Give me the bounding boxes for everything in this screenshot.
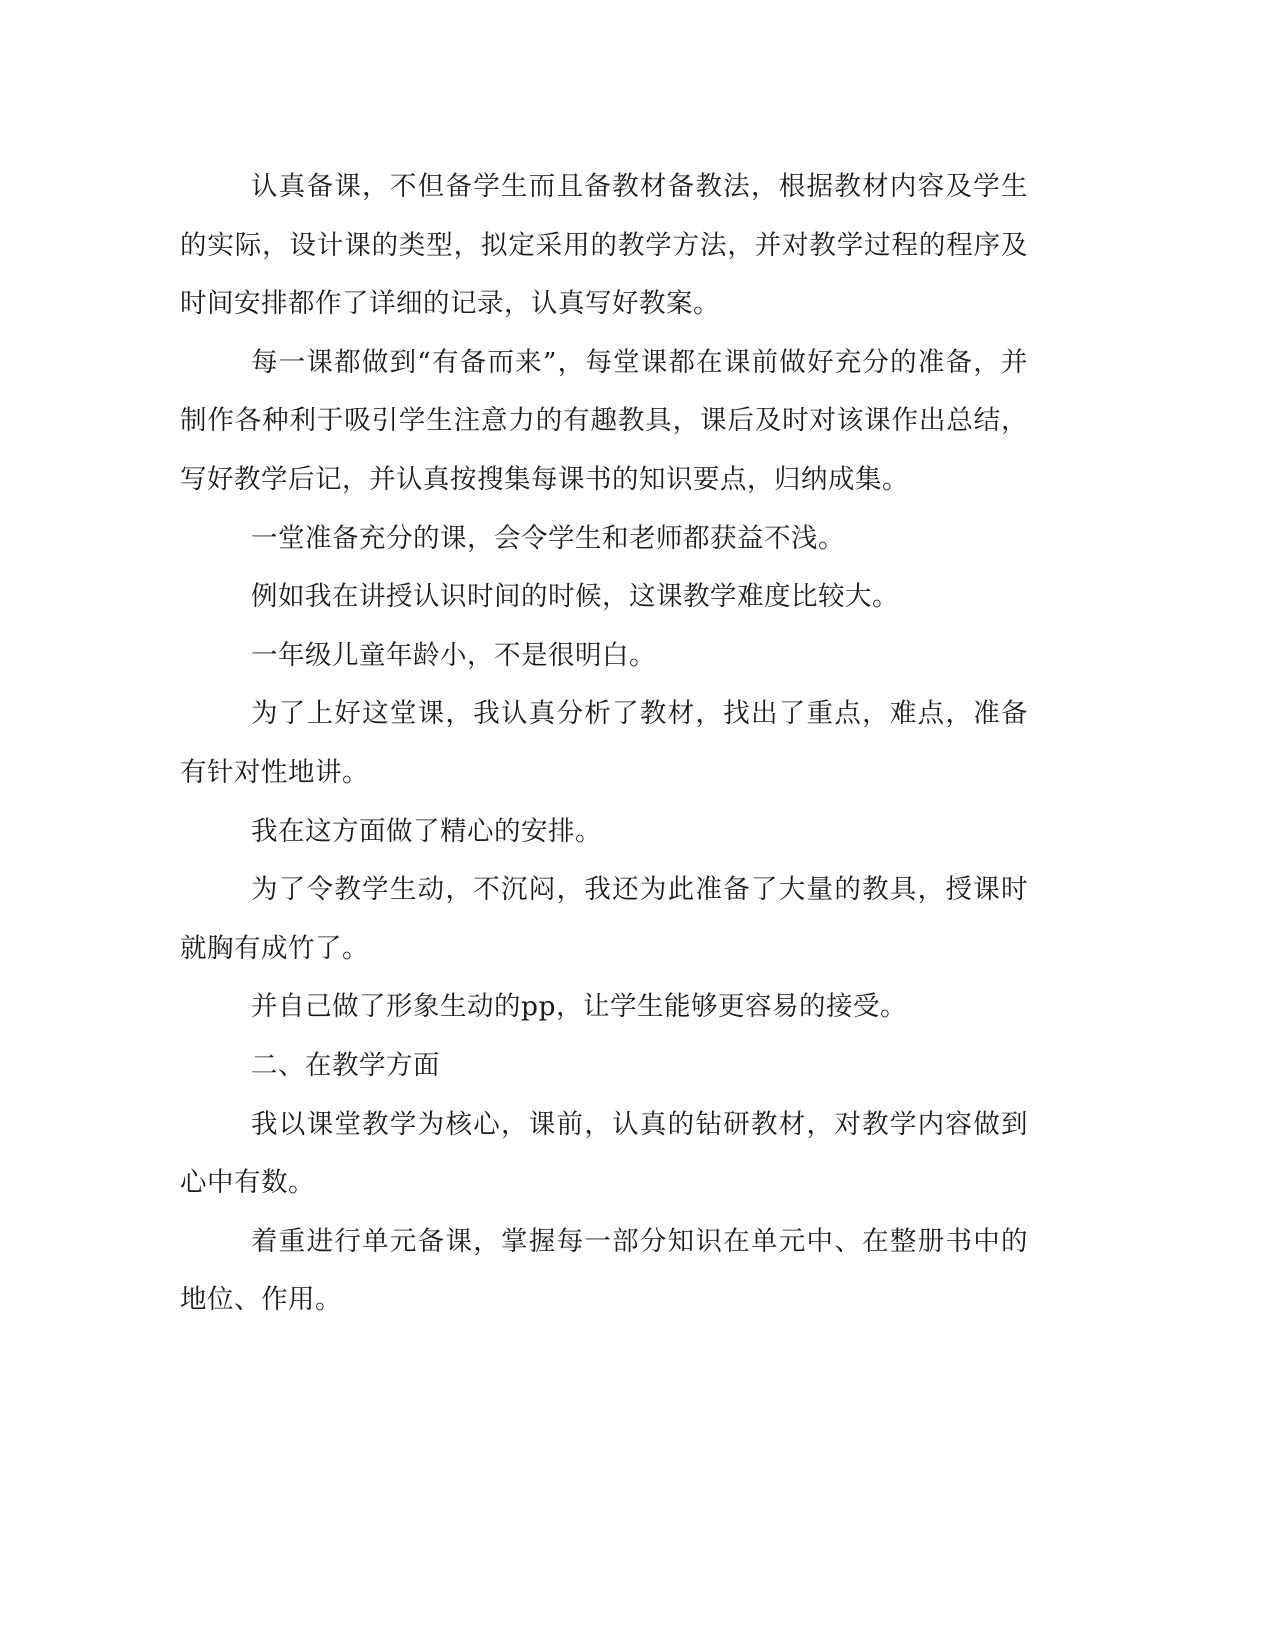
paragraph: 着重进行单元备课，掌握每一部分知识在单元中、在整册书中的地位、作用。 (180, 1225, 1028, 1316)
paragraph: 我在这方面做了精心的安排。 (251, 815, 603, 847)
paragraph: 为了令教学生动，不沉闷，我还为此准备了大量的教具，授课时就胸有成竹了。 (180, 874, 1028, 964)
paragraph: 为了上好这堂课，我认真分析了教材，找出了重点，难点，准备有针对性地讲。 (180, 698, 1028, 788)
paragraph: 例如我在讲授认识时间的时候，这课教学难度比较大。 (251, 581, 900, 613)
paragraph: 我以课堂教学为核心，课前，认真的钻研教材，对教学内容做到心中有数。 (180, 1108, 1028, 1199)
section-heading: 二、在教学方面 (251, 1049, 441, 1081)
document-body (180, 158, 1028, 1330)
paragraph: 一堂准备充分的课，会令学生和老师都获益不浅。 (251, 522, 846, 554)
paragraph: 一年级儿童年龄小，不是很明白。 (251, 639, 657, 671)
paragraph: 每一课都做到“有备而来”，每堂课都在课前做好充分的准备，并制作各种利于吸引学生注意力的有趣教具，课后及时对该课作出总结，写好教学后记，并认真按搜集每课书的知识要点，归纳成集。 (180, 346, 1028, 495)
paragraph: 并自己做了形象生动的pp，让学生能够更容易的接受。 (251, 991, 907, 1023)
paragraph: 认真备课，不但备学生而且备教材备教法，根据教材内容及学生的实际，设计课的类型，拟定采用的教学方法，并对教学过程的程序及时间安排都作了详细的记录，认真写好教案。 (180, 171, 1028, 320)
